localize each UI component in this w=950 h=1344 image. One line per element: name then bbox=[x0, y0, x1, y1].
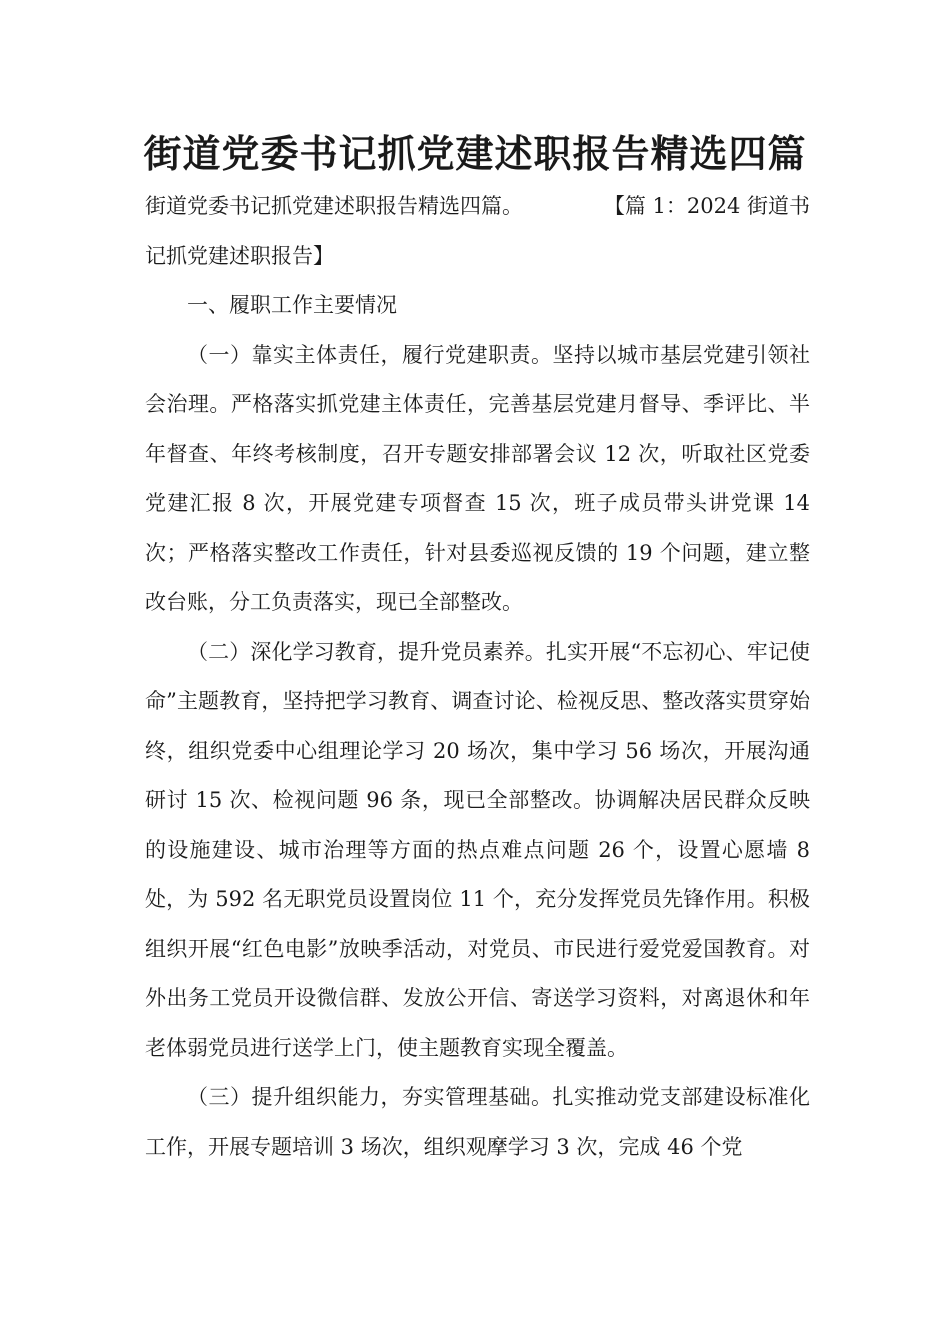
intro-right-text: 【篇 1：2024 街道书 bbox=[603, 194, 810, 218]
paragraph-3: （三）提升组织能力，夯实管理基础。扎实推动党支部建设标准化工作，开展专题培训 3 场次，组织观摩学习 3 次，完成 46 个党 bbox=[145, 1085, 810, 1159]
intro-left-text: 街道党委书记抓党建述职报告精选四篇。 bbox=[145, 194, 523, 218]
paragraph-1: （一）靠实主体责任，履行党建职责。坚持以城市基层党建引领社会治理。严格落实抓党建主体责任，完善基层党建月督导、季评比、半年督查、年终考核制度，召开专题安排部署会议 12 次，听取社区党委党建汇报 8 次，开展党建专项督查 15 次，班子成员带头讲党课 14 次；严格落实整改工作责任，针对县委巡视反馈的 19 个问题，建立整改台账，分工负责落实，现已全部整改。 bbox=[145, 342, 810, 614]
document-title: 街道党委书记抓党建述职报告精选四篇 bbox=[143, 132, 807, 176]
document-body bbox=[145, 182, 810, 1172]
intro-continuation: 记抓党建述职报告】 bbox=[145, 243, 334, 268]
paragraph-2: （二）深化学习教育，提升党员素养。扎实开展“不忘初心、牢记使命”主题教育，坚持把学习教育、调查讨论、检视反思、整改落实贯穿始终，组织党委中心组理论学习 20 场次，集中学习 56 场次，开展沟通研讨 15 次、检视问题 96 条，现已全部整改。协调解决居民群众反映的设施建设、城市治理等方面的热点难点问题 26 个，设置心愿墙 8 处，为 592 名无职党员设置岗位 11 个，充分发挥党员先锋作用。积极组织开展“红色电影”放映季活动，对党员、市民进行爱党爱国教育。对外出务工党员开设微信群、发放公开信、寄送学习资料，对离退休和年老体弱党员进行送学上门，使主题教育实现全覆盖。 bbox=[145, 639, 810, 1060]
section-heading: 一、履职工作主要情况 bbox=[187, 293, 397, 317]
intro-line bbox=[145, 182, 810, 232]
